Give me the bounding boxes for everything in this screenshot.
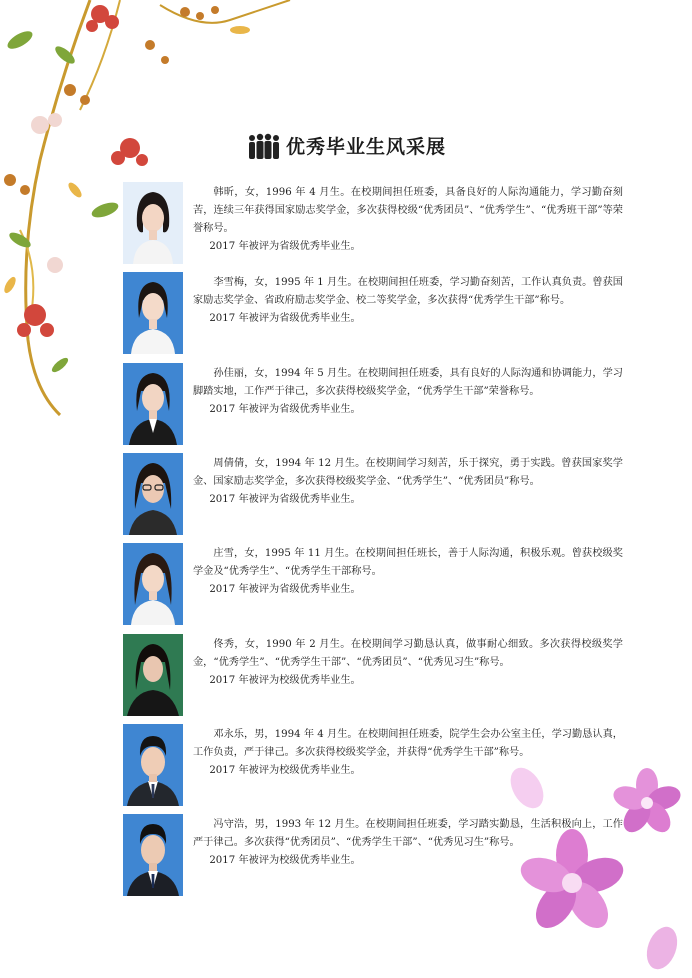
- graduate-award: 2017 年被评为省级优秀毕业生。: [209, 494, 361, 505]
- graduate-entry: [123, 182, 623, 264]
- graduate-bio: [193, 274, 623, 328]
- graduate-award: 2017 年被评为省级优秀毕业生。: [209, 241, 361, 252]
- graduate-award: 2017 年被评为校级优秀毕业生。: [209, 675, 361, 686]
- graduate-award: 2017 年被评为省级优秀毕业生。: [209, 313, 361, 324]
- graduate-bio: [193, 365, 623, 419]
- graduate-bio: [193, 636, 623, 690]
- graduate-entry: [123, 634, 623, 716]
- page-header: [0, 132, 692, 163]
- graduate-description: 庄雪，女，1995 年 11 月生。在校期间担任班长，善于人际沟通，积极乐观。曾获校级奖学金及“优秀学生”、“优秀学生干部称号。: [193, 548, 623, 577]
- page-title: 优秀毕业生风采展: [285, 136, 446, 158]
- graduate-description: 孙佳丽，女，1994 年 5 月生。在校期间担任班委，具有良好的人际沟通和协调能力，学习脚踏实地，工作严于律己，多次获得校级奖学金，“优秀学生干部”荣誉称号。: [193, 368, 623, 397]
- graduate-description: 冯守浩，男，1993 年 12 月生。在校期间担任班委，学习踏实勤恳，生活积极向上，工作严于律己。多次获得“优秀团员”、“优秀学生干部”、“优秀见习生”称号。: [193, 819, 623, 848]
- graduate-award: 2017 年被评为校级优秀毕业生。: [209, 855, 361, 866]
- graduate-description: 韩昕，女，1996 年 4 月生。在校期间担任班委，具备良好的人际沟通能力，学习勤奋刻苦，连续三年获得国家励志奖学金，多次获得校级“优秀团员”、“优秀学生”、“优秀班干部”等荣誉称号。: [193, 187, 623, 234]
- graduate-photo: [123, 634, 183, 716]
- graduate-award: 2017 年被评为校级优秀毕业生。: [209, 765, 361, 776]
- graduate-entry: [123, 724, 623, 806]
- graduate-entry: [123, 814, 623, 896]
- graduate-photo: [123, 182, 183, 264]
- graduate-entry: [123, 453, 623, 535]
- graduate-entry: [123, 363, 623, 445]
- graduate-entry: [123, 272, 623, 354]
- graduate-bio: [193, 455, 623, 509]
- graduate-photo: [123, 724, 183, 806]
- graduate-bio: [193, 726, 623, 780]
- graduate-photo: [123, 814, 183, 896]
- graduate-award: 2017 年被评为省级优秀毕业生。: [209, 584, 361, 595]
- group-people-icon: [246, 133, 280, 159]
- graduate-entry: [123, 543, 623, 625]
- graduate-award: 2017 年被评为省级优秀毕业生。: [209, 404, 361, 415]
- graduate-photo: [123, 363, 183, 445]
- graduate-photo: [123, 543, 183, 625]
- graduate-description: 佟秀，女，1990 年 2 月生。在校期间学习勤恳认真，做事耐心细致。多次获得校级奖学金，“优秀学生”、“优秀学生干部”、“优秀团员”、“优秀见习生”称号。: [193, 639, 623, 668]
- graduate-bio: [193, 184, 623, 256]
- graduate-photo: [123, 453, 183, 535]
- graduate-description: 周倩倩，女，1994 年 12 月生。在校期间学习刻苦，乐于探究，勇于实践。曾获国家奖学金、国家励志奖学金，多次获得校级奖学金、“优秀学生”、“优秀团员”称号。: [193, 458, 623, 487]
- graduate-description: 邓永乐，男，1994 年 4 月生。在校期间担任班委，院学生会办公室主任，学习勤恳认真，工作负责，严于律己。多次获得校级奖学金，并获得“优秀学生干部”称号。: [193, 729, 623, 758]
- graduate-photo: [123, 272, 183, 354]
- graduate-description: 李雪梅，女，1995 年 1 月生。在校期间担任班委，学习勤奋刻苦，工作认真负责。曾获国家励志奖学金、省政府励志奖学金、校二等奖学金，多次获得“优秀学生干部”称号。: [193, 277, 623, 306]
- graduate-bio: [193, 816, 623, 870]
- graduate-bio: [193, 545, 623, 599]
